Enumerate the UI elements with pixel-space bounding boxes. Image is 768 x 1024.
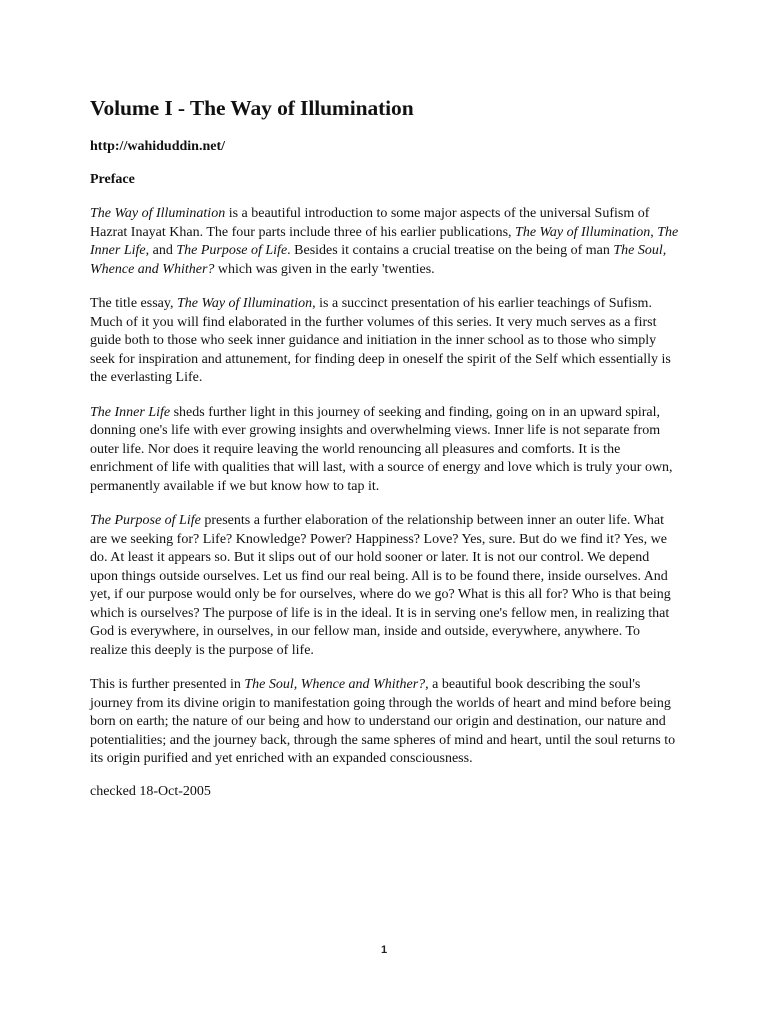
document-page <box>90 94 680 801</box>
document-title: Volume I - The Way of Illumination <box>90 96 414 120</box>
italic-title-run: The Soul, Whence and Whither? <box>90 243 667 277</box>
paragraph-2 <box>90 295 680 388</box>
italic-title-run: The Purpose of Life <box>90 513 201 528</box>
italic-title-run: The Inner Life <box>90 224 679 258</box>
text-run: , is a succinct presentation of his earlier teachings of Sufism. Much of it you will find elaborated in the further volumes of this series. It very much serves as a first guide both to those who seek inner guidance and initiation in the inner school as to those who simply seek for inspiration and attunement, for finding deep in oneself the spirit of the Self which essentially is the everlasting Life. <box>90 296 671 385</box>
text-run: presents a further elaboration of the relationship between inner an outer life. What are we seeking for? Life? Knowledge? Power? Happiness? Love? Yes, sure. But do we find it? Yes, we do. At least it appears so. But it slips out of our hold sooner or later. It is not our control. We depend upon things outside ourselves. Let us find our real being. All is to be found there, inside ourselves. And yet, if our purpose would only be for ourselves, where do we go? What is this all for? Who is that being which is ourselves? The purpose of life is in the ideal. It is in serving one's fellow men, in realizing that God is everywhere, in ourselves, in our fellow man, inside and outside, everywhere, anywhere. To realize this deeply is the purpose of life. <box>90 513 671 658</box>
paragraph-3 <box>90 404 680 497</box>
italic-title-run: The Way of Illumination <box>176 296 313 311</box>
italic-title-run: The Way of Illumination <box>90 206 226 221</box>
text-run: The title essay, <box>90 296 177 311</box>
text-run: is a beautiful introduction to some major aspects of the universal Sufism of Hazrat Inayat Khan. The four parts include three of his earlier publications, <box>90 206 650 240</box>
text-run: . Besides it contains a crucial treatise on the being of man <box>287 243 614 258</box>
italic-title-run: The Purpose of Life <box>176 243 288 258</box>
page-number: 1 <box>380 944 388 956</box>
source-url: http://wahiduddin.net/ <box>90 139 225 154</box>
text-run: , <box>650 224 658 240</box>
text-run: which was given in the early 'twenties. <box>214 261 435 277</box>
text-run: This is further presented in <box>90 677 245 692</box>
italic-title-run: The Inner Life <box>90 404 171 420</box>
paragraph-1 <box>90 205 680 279</box>
italic-title-run: The Way of Illumination <box>515 224 651 240</box>
text-run: sheds further light in this journey of seeking and finding, going on in an upward spiral, donning one's life with ever growing insights and overwhelming views. Inner life is not separate from outer life. Nor does it require leaving the world renouncing all pleasures and comforts. It is the enrichment of life with qualities that will last, with a source of energy and love which is truly your own, permanently available if we but know how to tap it. <box>90 404 673 494</box>
italic-title-run: The Soul, Whence and Whither? <box>244 677 426 692</box>
text-run: , a beautiful book describing the soul's journey from its divine origin to manifestation going through the worlds of heart and mind before being born on earth; the nature of our being and how to understand our origin and destination, our nature and potentialities; and the journey back, through the same spheres of mind and heart, until the soul returns to its origin purified and yet enriched with an expanded consciousness. <box>90 677 676 766</box>
text-run: , and <box>145 243 177 258</box>
section-heading-preface: Preface <box>90 172 135 187</box>
checked-date-note: checked 18-Oct-2005 <box>90 783 211 799</box>
paragraph-4 <box>90 512 680 660</box>
paragraph-5 <box>90 676 680 769</box>
